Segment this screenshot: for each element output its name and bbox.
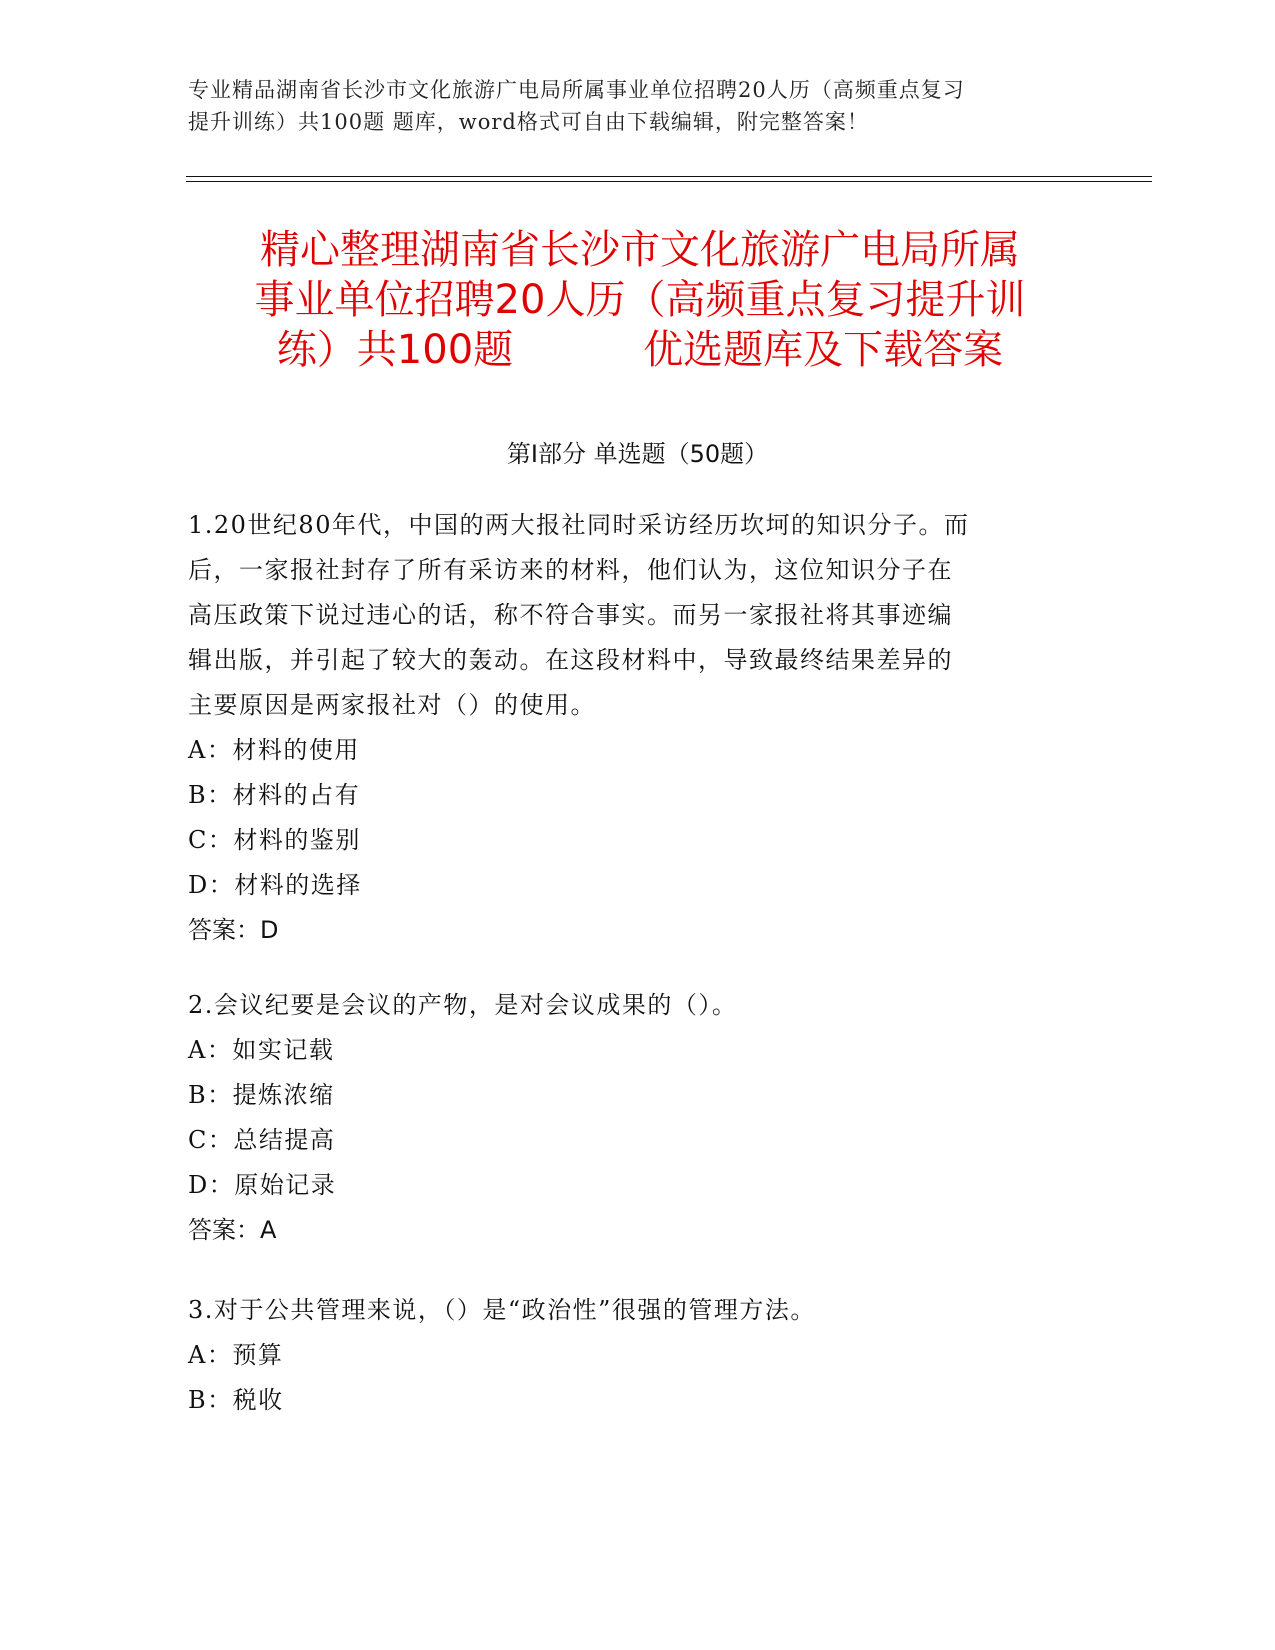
question-text-line: 1.20世纪80年代，中国的两大报社同时采访经历坎坷的知识分子。而 bbox=[188, 511, 970, 539]
question-text-line: 高压政策下说过违心的话，称不符合事实。而另一家报社将其事迹编 bbox=[188, 601, 953, 629]
question-text-line: 辑出版，并引起了较大的轰动。在这段材料中，导致最终结果差异的 bbox=[188, 646, 953, 674]
title-line-2: 事业单位招聘20人历（高频重点复习提升训 bbox=[254, 277, 1026, 323]
option-a: A：预算 bbox=[188, 1341, 284, 1369]
header-rule-bottom bbox=[186, 181, 1152, 182]
title-line-1: 精心整理湖南省长沙市文化旅游广电局所属 bbox=[260, 227, 1020, 273]
title-line-3-left: 练）共100题 bbox=[276, 327, 514, 373]
title-line-3 bbox=[170, 325, 1110, 375]
header-line-2: 提升训练）共100题 题库，word格式可自由下载编辑，附完整答案！ bbox=[188, 110, 869, 134]
answer: 答案：A bbox=[188, 1216, 277, 1244]
option-b: B：税收 bbox=[188, 1386, 284, 1414]
title-line-3-right: 优选题库及下载答案 bbox=[643, 327, 1004, 373]
question-3 bbox=[188, 1288, 1088, 1423]
question-1 bbox=[188, 503, 1088, 953]
section-heading: 第Ⅰ部分 单选题（50题） bbox=[506, 440, 769, 468]
page-title bbox=[170, 225, 1110, 375]
option-b: B：提炼浓缩 bbox=[188, 1081, 335, 1109]
option-c: C：材料的鉴别 bbox=[188, 826, 361, 854]
header-line-1: 专业精品湖南省长沙市文化旅游广电局所属事业单位招聘20人历（高频重点复习 bbox=[188, 78, 965, 102]
question-2 bbox=[188, 983, 1088, 1253]
header-rule-top bbox=[186, 176, 1152, 177]
question-text-line: 2.会议纪要是会议的产物，是对会议成果的（）。 bbox=[188, 991, 738, 1019]
question-text-line: 3.对于公共管理来说，（）是“政治性”很强的管理方法。 bbox=[188, 1296, 816, 1324]
question-text-line: 后，一家报社封存了所有采访来的材料，他们认为，这位知识分子在 bbox=[188, 556, 953, 584]
option-d: D：材料的选择 bbox=[188, 871, 362, 899]
option-a: A：如实记载 bbox=[188, 1036, 335, 1064]
option-b: B：材料的占有 bbox=[188, 781, 361, 809]
option-d: D：原始记录 bbox=[188, 1171, 337, 1199]
option-c: C：总结提高 bbox=[188, 1126, 336, 1154]
answer: 答案：D bbox=[188, 916, 279, 944]
option-a: A：材料的使用 bbox=[188, 736, 360, 764]
question-text-line: 主要原因是两家报社对（）的使用。 bbox=[188, 691, 596, 719]
